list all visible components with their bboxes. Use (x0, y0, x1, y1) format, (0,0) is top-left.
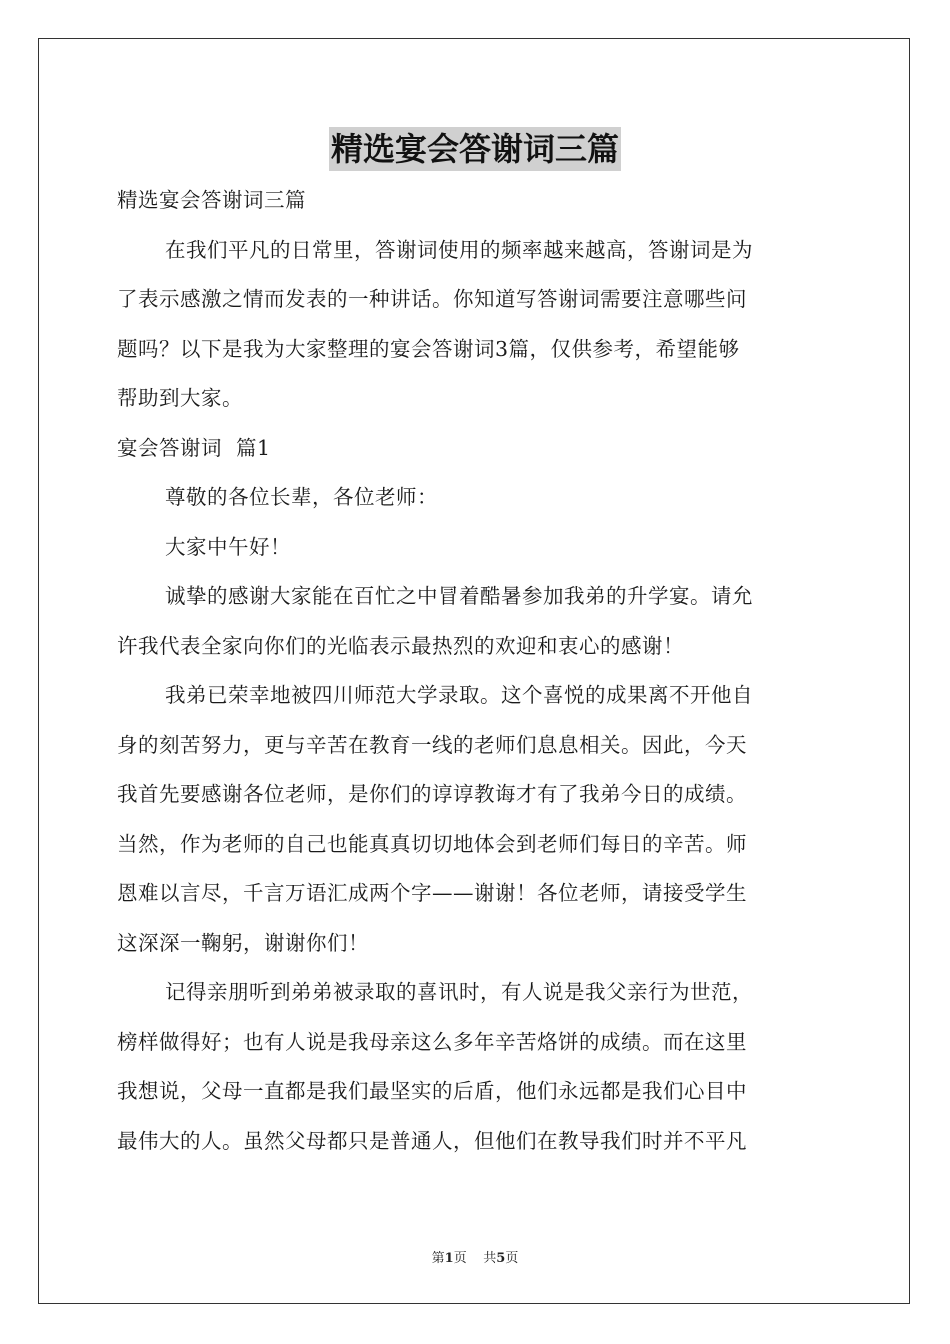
document-body (117, 180, 837, 1170)
paragraph-line: 当然，作为老师的自己也能真真切切地体会到老师们每日的辛苦。师 (117, 831, 747, 856)
intro-line: 题吗？以下是我为大家整理的宴会答谢词3篇，仅供参考，希望能够 (117, 336, 740, 361)
intro-line: 帮助到大家。 (117, 386, 243, 410)
paragraph-line: 榜样做得好；也有人说是我母亲这么多年辛苦烙饼的成绩。而在这里 (117, 1029, 747, 1054)
paragraph-line: 诚挚的感谢大家能在百忙之中冒着酷暑参加我弟的升学宴。请允 (165, 584, 753, 608)
page-number: 1 (444, 1251, 454, 1266)
page-suffix: 页 (453, 1251, 467, 1266)
total-pages: 5 (496, 1251, 506, 1266)
total-prefix: 共 (483, 1251, 497, 1266)
total-suffix: 页 (505, 1251, 519, 1266)
paragraph-line: 记得亲朋听到弟弟被录取的喜讯时，有人说是我父亲行为世范， (165, 980, 753, 1004)
paragraph-line: 我弟已荣幸地被四川师范大学录取。这个喜悦的成果离不开他自 (165, 683, 753, 707)
page-prefix: 第 (431, 1251, 445, 1266)
paragraph-line: 恩难以言尽，千言万语汇成两个字——谢谢！各位老师，请接受学生 (117, 881, 747, 905)
greeting: 尊敬的各位长辈，各位老师： (165, 485, 438, 509)
intro-line: 在我们平凡的日常里，答谢词使用的频率越来越高，答谢词是为 (165, 237, 753, 262)
paragraph-line: 我首先要感谢各位老师，是你们的谆谆教诲才有了我弟今日的成绩。 (117, 782, 747, 806)
page-footer (0, 1247, 950, 1266)
intro-line: 了表示感激之情而发表的一种讲话。你知道写答谢词需要注意哪些问 (117, 287, 747, 311)
title-container (0, 127, 950, 171)
document-subtitle: 精选宴会答谢词三篇 (117, 188, 306, 212)
paragraph-line: 这深深一鞠躬，谢谢你们！ (117, 930, 369, 955)
section-heading: 宴会答谢词 篇1 (117, 435, 271, 460)
paragraph-line: 许我代表全家向你们的光临表示最热烈的欢迎和衷心的感谢！ (117, 633, 684, 658)
paragraph-line: 身的刻苦努力，更与辛苦在教育一线的老师们息息相关。因此，今天 (117, 732, 747, 757)
document-title: 精选宴会答谢词三篇 (329, 127, 621, 171)
paragraph-line: 最伟大的人。虽然父母都只是普通人，但他们在教导我们时并不平凡 (117, 1128, 747, 1153)
paragraph-line: 我想说，父母一直都是我们最坚实的后盾，他们永远都是我们心目中 (117, 1079, 747, 1103)
salutation: 大家中午好！ (165, 534, 291, 559)
